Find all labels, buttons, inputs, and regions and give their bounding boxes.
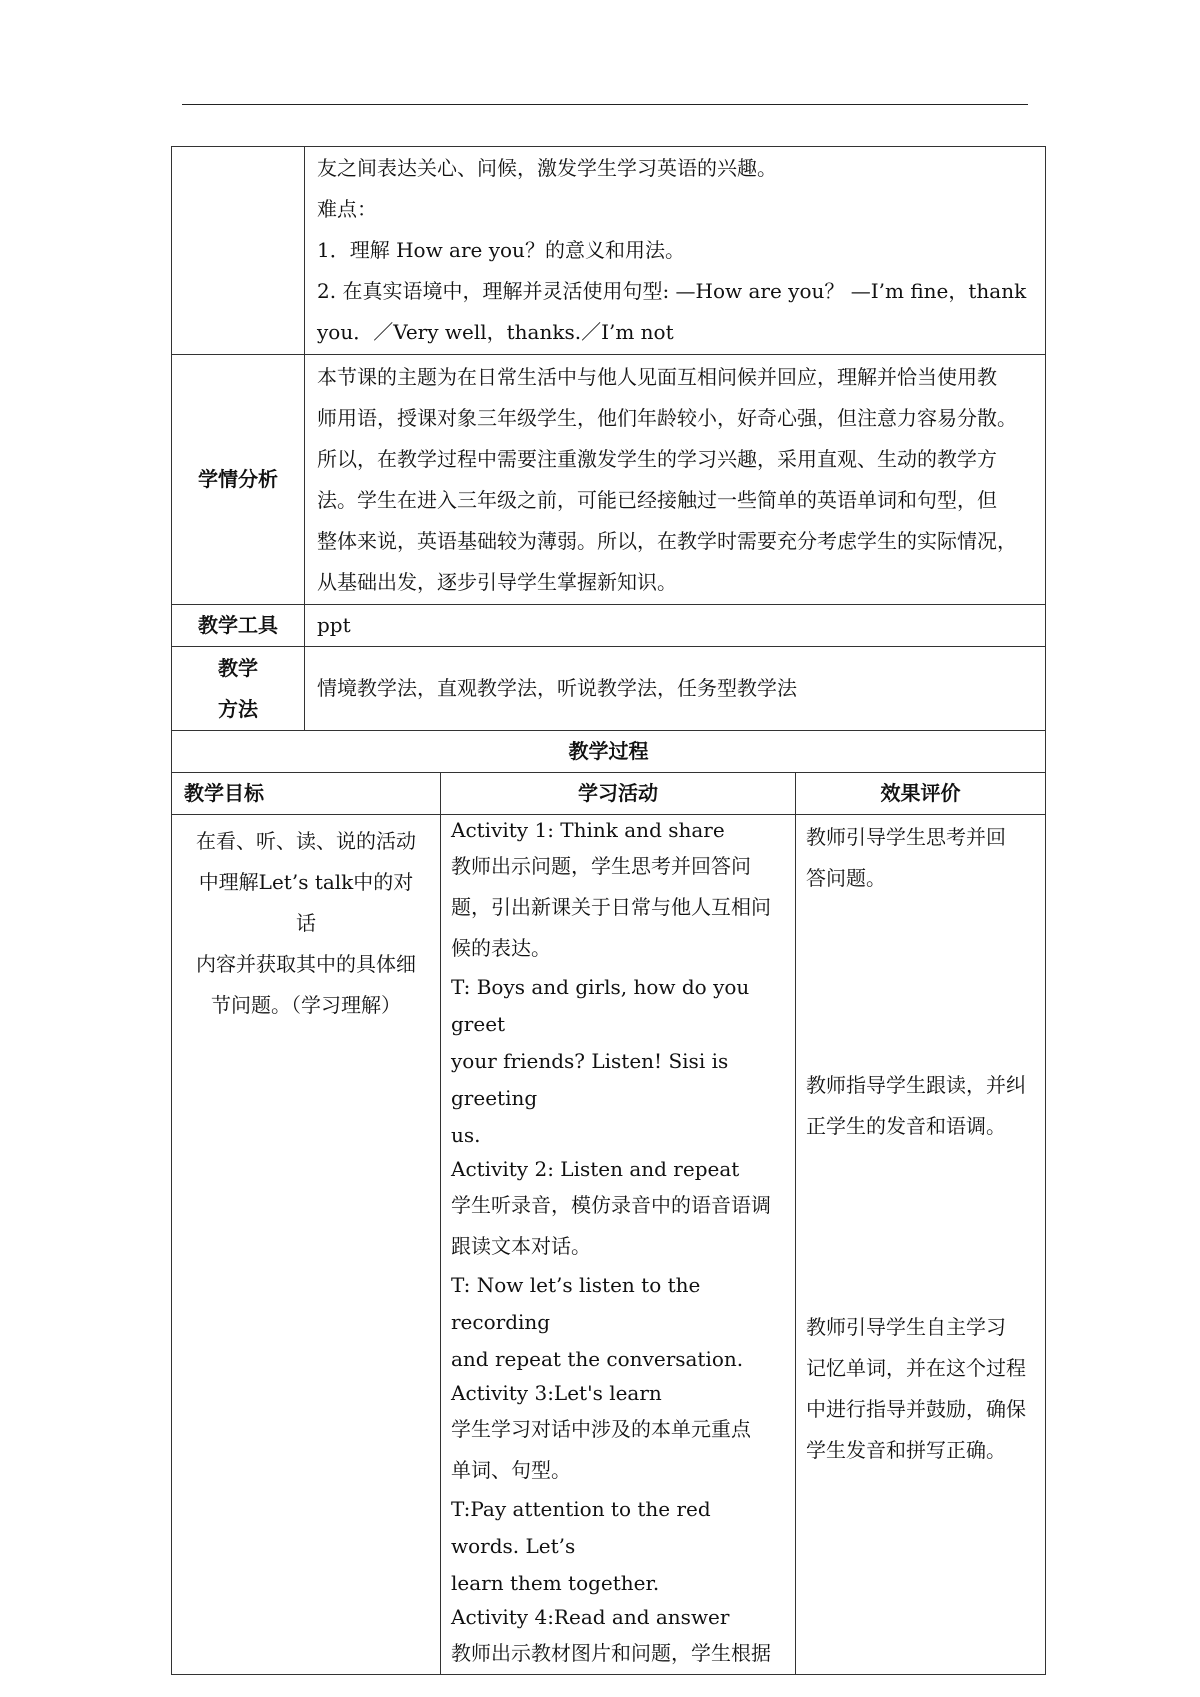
key-points-row bbox=[172, 147, 1046, 355]
process-title-row bbox=[172, 731, 1046, 773]
activity-text: T: Now let’s listen to the recording bbox=[451, 1273, 701, 1334]
activity-header: 学习活动 bbox=[441, 773, 796, 815]
activity-text: T: Boys and girls, how do you greet bbox=[451, 975, 750, 1036]
method-row bbox=[172, 647, 1046, 731]
analysis-label: 学情分析 bbox=[172, 355, 305, 605]
evaluation-line: 答问题。 bbox=[806, 866, 886, 890]
analysis-line: 从基础出发，逐步引导学生掌握新知识。 bbox=[317, 569, 677, 594]
tools-label: 教学工具 bbox=[172, 605, 305, 647]
analysis-line: 师用语，授课对象三年级学生，他们年龄较小，好奇心强，但注意力容易分散。 bbox=[317, 405, 1017, 430]
activity-text: 跟读文本对话。 bbox=[451, 1234, 591, 1258]
activity-text: and repeat the conversation. bbox=[451, 1347, 744, 1371]
activity-text: your friends? Listen! Sisi is greeting bbox=[451, 1049, 729, 1110]
activity-heading: Activity 4:Read and answer bbox=[451, 1605, 730, 1629]
evaluation-line: 正学生的发音和语调。 bbox=[806, 1114, 1006, 1138]
analysis-content bbox=[305, 355, 1046, 605]
key-points-line: 难点： bbox=[317, 197, 377, 221]
activity-text: us. bbox=[451, 1123, 481, 1147]
activity-heading: Activity 3:Let's learn bbox=[451, 1381, 662, 1405]
goal-line: 节问题。（学习理解） bbox=[211, 993, 401, 1017]
evaluation-header: 效果评价 bbox=[796, 773, 1046, 815]
method-label-line: 方法 bbox=[218, 696, 258, 721]
activity-text: T:Pay attention to the red words. Let’s bbox=[451, 1497, 711, 1558]
goal-cell bbox=[172, 815, 441, 1675]
process-header-row bbox=[172, 773, 1046, 815]
analysis-row bbox=[172, 355, 1046, 605]
evaluation-line: 教师引导学生思考并回 bbox=[806, 825, 1006, 849]
process-title: 教学过程 bbox=[172, 731, 1046, 773]
activity-heading: Activity 2: Listen and repeat bbox=[451, 1157, 740, 1181]
analysis-line: 本节课的主题为在日常生活中与他人见面互相问候并回应，理解并恰当使用教 bbox=[317, 364, 997, 389]
process-content-row bbox=[172, 815, 1046, 1675]
lesson-plan-table bbox=[171, 146, 1046, 1675]
method-label bbox=[172, 647, 305, 731]
evaluation-block-1 bbox=[806, 817, 1035, 899]
analysis-line: 整体来说，英语基础较为薄弱。所以，在教学时需要充分考虑学生的实际情况， bbox=[317, 528, 1017, 553]
key-points-line: 友之间表达关心、问候，激发学生学习英语的兴趣。 bbox=[317, 156, 777, 180]
evaluation-line: 教师指导学生跟读，并纠 bbox=[806, 1073, 1026, 1097]
key-points-line: 1．理解 How are you？的意义和用法。 bbox=[317, 238, 685, 262]
goal-line: 内容并获取其中的具体细 bbox=[196, 952, 416, 976]
evaluation-cell bbox=[796, 815, 1046, 1675]
tools-row bbox=[172, 605, 1046, 647]
key-points-line: you．／Very well，thanks.／I’m not bbox=[317, 320, 674, 344]
method-label-line: 教学 bbox=[218, 655, 258, 680]
evaluation-block-2 bbox=[806, 1065, 1035, 1147]
key-points-content bbox=[305, 147, 1046, 355]
activity-heading: Activity 1: Think and share bbox=[451, 818, 725, 842]
activity-text: 学生听录音，模仿录音中的语音语调 bbox=[451, 1193, 771, 1217]
evaluation-line: 记忆单词，并在这个过程 bbox=[806, 1356, 1026, 1380]
activity-text: 题，引出新课关于日常与他人互相问 bbox=[451, 895, 771, 919]
goal-line: 中理解Let’s talk中的对话 bbox=[198, 870, 414, 935]
activity-text: 学生学习对话中涉及的本单元重点 bbox=[451, 1417, 751, 1441]
analysis-line: 所以，在教学过程中需要注重激发学生的学习兴趣，采用直观、生动的教学方 bbox=[317, 446, 997, 471]
tools-value: ppt bbox=[305, 605, 1046, 647]
evaluation-block-3 bbox=[806, 1307, 1035, 1471]
key-points-line: 2. 在真实语境中，理解并灵活使用句型: —How are you？ —I’m fine，thank bbox=[317, 279, 1027, 303]
evaluation-line: 中进行指导并鼓励，确保 bbox=[806, 1397, 1026, 1421]
evaluation-line: 学生发音和拼写正确。 bbox=[806, 1438, 1006, 1462]
analysis-line: 法。学生在进入三年级之前，可能已经接触过一些简单的英语单词和句型，但 bbox=[317, 487, 997, 512]
header-rule bbox=[182, 104, 1028, 105]
activity-text: 候的表达。 bbox=[451, 936, 551, 960]
evaluation-line: 教师引导学生自主学习 bbox=[806, 1315, 1006, 1339]
activity-text: 教师出示教材图片和问题，学生根据 bbox=[451, 1641, 771, 1665]
key-points-label-cell bbox=[172, 147, 305, 355]
goal-header: 教学目标 bbox=[172, 773, 441, 815]
activities-cell bbox=[441, 815, 796, 1675]
activity-text: 教师出示问题，学生思考并回答问 bbox=[451, 854, 751, 878]
method-value: 情境教学法，直观教学法，听说教学法，任务型教学法 bbox=[305, 647, 1046, 731]
activity-text: 单词、句型。 bbox=[451, 1458, 571, 1482]
activity-text: learn them together. bbox=[451, 1571, 660, 1595]
goal-line: 在看、听、读、说的活动 bbox=[196, 829, 416, 853]
